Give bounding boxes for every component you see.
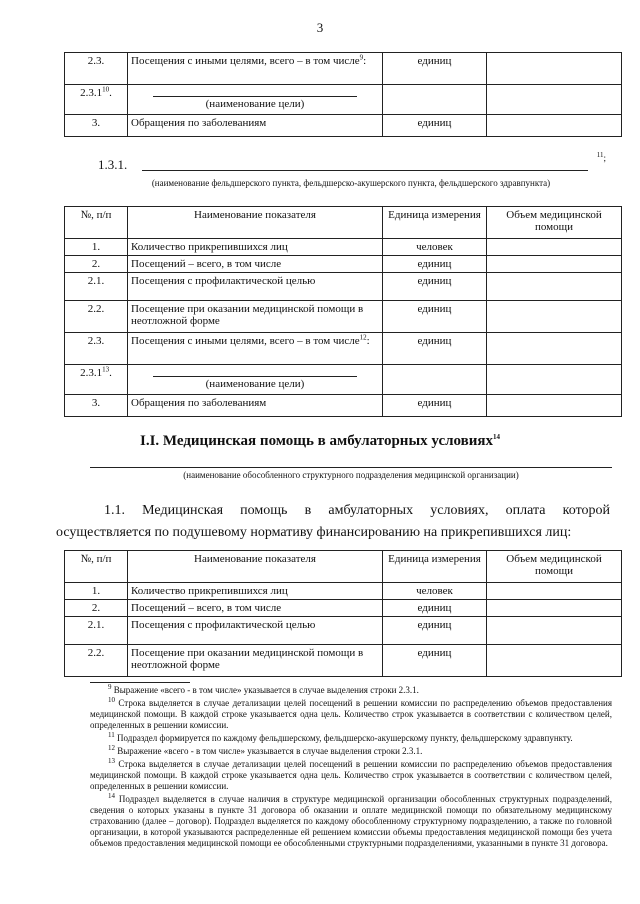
unit-cell: единиц [383, 301, 487, 333]
table-row [65, 273, 622, 301]
footnote: $^{10}$ Строка выделяется в случае детализации целей посещений в решении комиссии по распределению объемов предоставления медицинской помощи. В каждой строке указывается одна цель. Количество строк указывается в соответствии с количеством целей, определенных в решении комиссии. [90, 696, 613, 730]
table-row [65, 53, 622, 85]
table-11 [64, 550, 622, 677]
paragraph-line: осуществляется по подушевому нормативу финансированию на прикрепившихся лиц: [56, 525, 572, 540]
indicator-name: Посещения с иными целями, всего – в том числе$^{12}$: [128, 333, 383, 365]
footnote: $^9$ Выражение «всего - в том числе» указывается в случае выделения строки 2.3.1. [108, 683, 419, 695]
row-number: 2.2. [65, 645, 128, 677]
unit-cell: единиц [383, 600, 487, 617]
paragraph-11 [56, 500, 610, 544]
indicator-name: Посещений – всего, в том числе [128, 600, 383, 617]
volume-cell [487, 301, 622, 333]
header-unit: Единица измерения [383, 551, 487, 583]
unit-cell: человек [383, 239, 487, 256]
row-number: 2.1. [65, 273, 128, 301]
header-name: Наименование показателя [128, 551, 383, 583]
footnote: $^{14}$ Подраздел выделяется в случае наличия в структуре медицинской организации обособленных структурных подразделений, сведения о которых указаны в пункте 31 договора об оказании и оплате медицинской помощи по обязательному медицинскому страхованию (далее – договор). Подраздел выделяется по каждому обособленному структурному подразделению, а также по головной организации, в которой указываются распределенные ей решением комиссии объемы предоставления медицинской помощи без учета объемов предоставления медицинской помощи ее обособленными структурными подразделениями, указанными в пункте 31 договора. [90, 792, 612, 848]
row-number: 1. [65, 583, 128, 600]
indicator-name: Посещения с иными целями, всего – в том числе$^9$: [128, 53, 383, 85]
volume-cell [487, 395, 622, 417]
footnotes [90, 685, 612, 851]
row-number: 2.3. [65, 333, 128, 365]
table-row [65, 256, 622, 273]
indicator-name: Посещения с профилактической целью [128, 273, 383, 301]
table-header-row [65, 207, 622, 239]
table-continuation [64, 52, 622, 137]
page-number: 3 [316, 20, 324, 35]
header-number: №, п/п [65, 207, 128, 239]
row-number: 2.1. [65, 617, 128, 645]
header-name: Наименование показателя [128, 207, 383, 239]
footnote: $^{12}$ Выражение «всего - в том числе» указывается в случае выделения строки 2.3.1. [108, 744, 423, 756]
header-volume: Объем медицинской помощи [487, 207, 622, 239]
indicator-name: Посещение при оказании медицинской помощи в неотложной форме [128, 301, 383, 333]
unit-cell: единиц [383, 256, 487, 273]
unit-cell: единиц [383, 273, 487, 301]
org-name-line [90, 467, 612, 468]
paragraph-line: 1.1. Медицинская помощь в амбулаторных условиях, оплата которой [104, 503, 610, 518]
table-row [65, 301, 622, 333]
volume-cell [487, 365, 622, 395]
footnote-mark: $^{11}$; [596, 151, 606, 163]
volume-cell [487, 239, 622, 256]
unit-cell [383, 85, 487, 115]
table-row [65, 115, 622, 137]
volume-cell [487, 645, 622, 677]
footnote: $^{13}$ Строка выделяется в случае детализации целей посещений в решении комиссии по распределению объемов предоставления медицинской помощи. В каждой строке указывается одна цель. Количество строк указывается в соответствии с количеством целей, определенных в решении комиссии. [90, 757, 613, 791]
footnote: $^{11}$ Подраздел формируется по каждому фельдшерскому, фельдшерско-акушерскому пункту, фельдшерскому здравпункту. [108, 731, 573, 743]
unit-cell: единиц [383, 53, 487, 85]
row-number: 2. [65, 256, 128, 273]
row-number: 2.3.1$^{10}$. [65, 85, 128, 115]
table-row [65, 645, 622, 677]
name-underline [142, 170, 588, 171]
paramedic-point-caption: (наименование фельдшерского пункта, фельдшерско-акушерского пункта, фельдшерского здравпункта) [151, 178, 551, 188]
unit-cell [383, 365, 487, 395]
table-row [65, 239, 622, 256]
table-row [65, 583, 622, 600]
indicator-name: Количество прикрепившихся лиц [128, 239, 383, 256]
table-row [65, 617, 622, 645]
row-number: 2.3.1$^{13}$. [65, 365, 128, 395]
header-number: №, п/п [65, 551, 128, 583]
indicator-name: Количество прикрепившихся лиц [128, 583, 383, 600]
header-unit: Единица измерения [383, 207, 487, 239]
unit-cell: единиц [383, 395, 487, 417]
row-number: 3. [65, 115, 128, 137]
volume-cell [487, 333, 622, 365]
row-number: 2.3. [65, 53, 128, 85]
indicator-name: Посещения с профилактической целью [128, 617, 383, 645]
table-row [65, 365, 622, 395]
volume-cell [487, 85, 622, 115]
row-number: 2.2. [65, 301, 128, 333]
unit-cell: единиц [383, 333, 487, 365]
row-number: 2. [65, 600, 128, 617]
section-title: I.I. Медицинская помощь в амбулаторных условиях$^{14}$ [139, 433, 501, 449]
footnote-separator [90, 682, 190, 683]
indicator-name: Обращения по заболеваниям [128, 395, 383, 417]
unit-cell: единиц [383, 617, 487, 645]
volume-cell [487, 115, 622, 137]
indicator-name: Посещение при оказании медицинской помощи в неотложной форме [128, 645, 383, 677]
indicator-name: Посещений – всего, в том числе [128, 256, 383, 273]
subsection-number: 1.3.1. [98, 157, 128, 172]
table-header-row [65, 551, 622, 583]
goal-name-field: (наименование цели) [128, 365, 383, 395]
table-row [65, 395, 622, 417]
table-row [65, 600, 622, 617]
row-number: 1. [65, 239, 128, 256]
subsection-131-heading [98, 151, 608, 173]
goal-name-field: (наименование цели) [128, 85, 383, 115]
volume-cell [487, 53, 622, 85]
table-131 [64, 206, 622, 417]
header-volume: Объем медицинской помощи [487, 551, 622, 583]
volume-cell [487, 600, 622, 617]
indicator-name: Обращения по заболеваниям [128, 115, 383, 137]
table-row [65, 333, 622, 365]
org-caption: (наименование обособленного структурного подразделения медицинской организации) [183, 470, 519, 480]
unit-cell: единиц [383, 115, 487, 137]
table-row [65, 85, 622, 115]
volume-cell [487, 617, 622, 645]
volume-cell [487, 273, 622, 301]
volume-cell [487, 583, 622, 600]
unit-cell: единиц [383, 645, 487, 677]
unit-cell: человек [383, 583, 487, 600]
volume-cell [487, 256, 622, 273]
row-number: 3. [65, 395, 128, 417]
